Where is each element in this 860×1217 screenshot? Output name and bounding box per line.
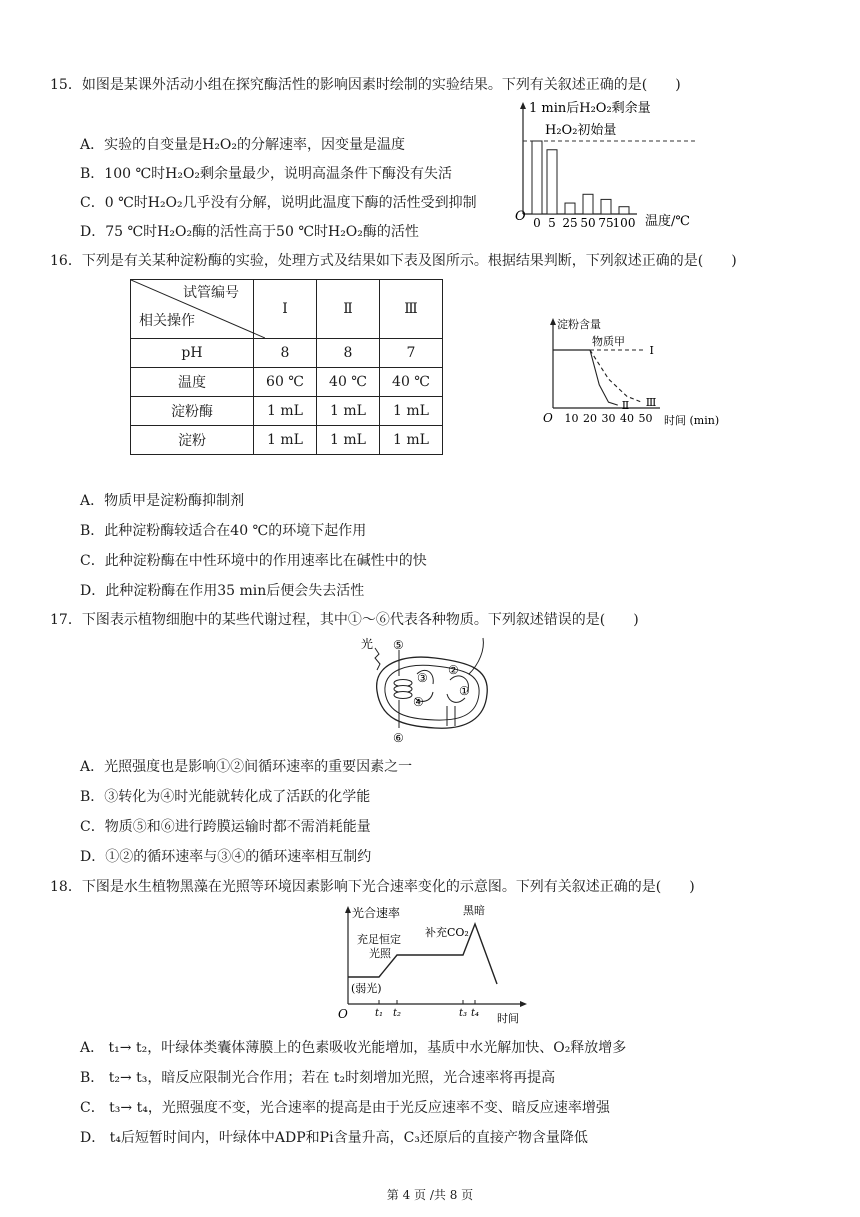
- q16-series-label-Ⅱ: Ⅱ: [621, 399, 630, 413]
- table-cell: 8: [317, 339, 380, 368]
- q16-line-chart: [540, 312, 720, 432]
- row-label: 淀粉: [131, 426, 254, 455]
- q18-annotation-weak-light: (弱光): [351, 982, 382, 995]
- q17-cell-diagram: [355, 636, 505, 746]
- q15-y-label: 1 min后H₂O₂剩余量: [529, 101, 651, 116]
- table-cell: 7: [380, 339, 443, 368]
- q16-tick-label: 20: [583, 412, 597, 425]
- table-cell: 1 mL: [317, 397, 380, 426]
- q16-annotation: 物质甲: [592, 335, 625, 348]
- thylakoid-disc: [394, 692, 412, 699]
- label-6: ⑥: [393, 731, 404, 745]
- q18-origin: O: [338, 1007, 348, 1021]
- q18-annotation-light-1: 充足恒定: [357, 933, 401, 946]
- table-corner: [131, 280, 254, 339]
- label-4: ④: [413, 695, 424, 709]
- q16-x-label: 时间 (min): [664, 414, 720, 427]
- q16-table: [130, 279, 443, 455]
- table-row: [131, 368, 443, 397]
- q15-tick-label: 0: [533, 216, 541, 230]
- q18-y-label: 光合速率: [352, 906, 401, 920]
- q18-annotation-light-2: 光照: [369, 947, 391, 960]
- table-col-header: Ⅰ: [254, 280, 317, 339]
- q18-option-c: C． t₃→ t₄，光照强度不变，光合速率的提高是由于光反应速率不变、暗反应速率增强: [80, 1100, 610, 1116]
- q15-tick-label: 5: [548, 216, 556, 230]
- q17-option-a: A．光照强度也是影响①②间循环速率的重要因素之一: [80, 759, 413, 775]
- q16-series-label-Ⅰ: Ⅰ: [649, 344, 654, 357]
- row-label: 温度: [131, 368, 254, 397]
- q18-line-chart: [335, 900, 535, 1030]
- table-cell: 1 mL: [254, 426, 317, 455]
- q16-option-d: D．此种淀粉酶在作用35 min后便会失去活性: [80, 583, 365, 599]
- q16-option-a: A．物质甲是淀粉酶抑制剂: [80, 493, 245, 509]
- table-cell: 1 mL: [254, 397, 317, 426]
- q15-option-d: D．75 ℃时H₂O₂酶的活性高于50 ℃时H₂O₂酶的活性: [80, 224, 419, 240]
- q15-origin: O: [515, 209, 526, 224]
- q16-tick-label: 50: [638, 412, 653, 425]
- q18-x-label: 时间: [497, 1012, 519, 1025]
- q16-option-b: B．此种淀粉酶较适合在40 ℃的环境下起作用: [80, 523, 367, 539]
- q15-tick-label: 50: [580, 216, 596, 230]
- table-cell: 1 mL: [317, 426, 380, 455]
- q16-tick-label: 40: [620, 412, 634, 425]
- label-2: ②: [448, 663, 459, 677]
- q17-option-c: C．物质⑤和⑥进行跨膜运输时都不需消耗能量: [80, 819, 371, 835]
- q15-bar-50: [583, 194, 593, 214]
- q15-bar-75: [601, 199, 611, 214]
- label-3: ③: [417, 671, 428, 685]
- q15-option-b: B．100 ℃时H₂O₂剩余量最少，说明高温条件下酶没有失活: [80, 166, 453, 182]
- q15-x-label: 温度/℃: [645, 214, 690, 229]
- table-col-header: Ⅱ: [317, 280, 380, 339]
- q17-stem: 17．下图表示植物细胞中的某些代谢过程，其中①～⑥代表各种物质。下列叙述错误的是( ): [50, 612, 639, 628]
- q18-tick-label: t₃: [458, 1008, 468, 1019]
- q15-bar-5: [547, 150, 557, 214]
- q15-tick-label: 25: [562, 216, 578, 230]
- q18-y-arrow: [345, 906, 351, 913]
- q17-option-b: B．③转化为④时光能就转化成了活跃的化学能: [80, 789, 371, 805]
- q16-stem: 16．下列是有关某种淀粉酶的实验，处理方式及结果如下表及图所示。根据结果判断，下列叙述正确的是( ): [50, 253, 737, 269]
- table-cell: 1 mL: [380, 426, 443, 455]
- q15-bar-100: [619, 207, 629, 214]
- q15-bar-0: [532, 141, 542, 214]
- q15-option-a: A．实验的自变量是H₂O₂的分解速率，因变量是温度: [80, 137, 406, 153]
- q18-tick-label: t₄: [470, 1008, 480, 1019]
- q15-bar-25: [565, 203, 575, 214]
- table-row: [131, 339, 443, 368]
- q15-option-c: C．0 ℃时H₂O₂几乎没有分解，说明此温度下酶的活性受到抑制: [80, 195, 477, 211]
- q15-y-arrow: [520, 102, 526, 109]
- table-cell: 1 mL: [380, 397, 443, 426]
- q16-y-arrow: [550, 318, 556, 325]
- corner-top-label: 试管编号: [183, 285, 239, 301]
- q16-tick-label: 10: [564, 412, 579, 425]
- q17-option-d: D．①②的循环速率与③④的循环速率相互制约: [80, 849, 372, 865]
- q16-series-Ⅱ: [590, 350, 618, 405]
- light-zigzag-icon: [375, 648, 380, 670]
- q18-option-b: B． t₂→ t₃，暗反应限制光合作用；若在 t₂时刻增加光照，光合速率将再提高: [80, 1070, 556, 1086]
- q18-tick-label: t₂: [392, 1008, 402, 1019]
- table-cell: 40 ℃: [317, 368, 380, 397]
- table-row: [131, 397, 443, 426]
- q16-tick-label: 30: [601, 412, 616, 425]
- q16-option-c: C．此种淀粉酶在中性环境中的作用速率比在碱性中的快: [80, 553, 427, 569]
- q15-ref-label: H₂O₂初始量: [545, 123, 617, 138]
- table-col-header: Ⅲ: [380, 280, 443, 339]
- q15-tick-label: 75: [598, 216, 614, 230]
- q18-option-d: D． t₄后短暂时间内，叶绿体中ADP和Pi含量升高，C₃还原后的直接产物含量降低: [80, 1130, 588, 1146]
- q18-x-arrow: [520, 1001, 527, 1007]
- cell-outer-membrane: [377, 657, 488, 728]
- q16-series-label-Ⅲ: Ⅲ: [645, 396, 657, 410]
- table-cell: 60 ℃: [254, 368, 317, 397]
- page-footer: 第 4 页 /共 8 页: [386, 1188, 474, 1202]
- q18-tick-label: t₁: [374, 1008, 384, 1019]
- row-label: 淀粉酶: [131, 397, 254, 426]
- q16-y-label: 淀粉含量: [557, 318, 601, 331]
- q15-stem: 15．如图是某课外活动小组在探究酶活性的影响因素时绘制的实验结果。下列有关叙述正确的是( ): [50, 77, 681, 93]
- table-row: [131, 426, 443, 455]
- corner-bottom-label: 相关操作: [139, 313, 195, 329]
- q16-series-Ⅲ: [590, 350, 642, 402]
- row-label: pH: [131, 339, 254, 368]
- table-cell: 40 ℃: [380, 368, 443, 397]
- q18-stem: 18．下图是水生植物黑藻在光照等环境因素影响下光合速率变化的示意图。下列有关叙述正确的是( ): [50, 879, 695, 895]
- label-1: ①: [459, 684, 470, 698]
- q18-option-a: A． t₁→ t₂，叶绿体类囊体薄膜上的色素吸收光能增加，基质中水光解加快、O₂释放增多: [80, 1040, 627, 1056]
- q16-origin: O: [543, 411, 553, 425]
- light-label: 光: [361, 637, 374, 651]
- q15-tick-label: 100: [612, 216, 636, 230]
- q18-annotation-dark: 黑暗: [463, 904, 485, 917]
- q18-annotation-co2: 补充CO₂: [425, 926, 469, 939]
- table-cell: 8: [254, 339, 317, 368]
- label-5: ⑤: [393, 638, 404, 652]
- q15-bar-chart: [505, 98, 710, 230]
